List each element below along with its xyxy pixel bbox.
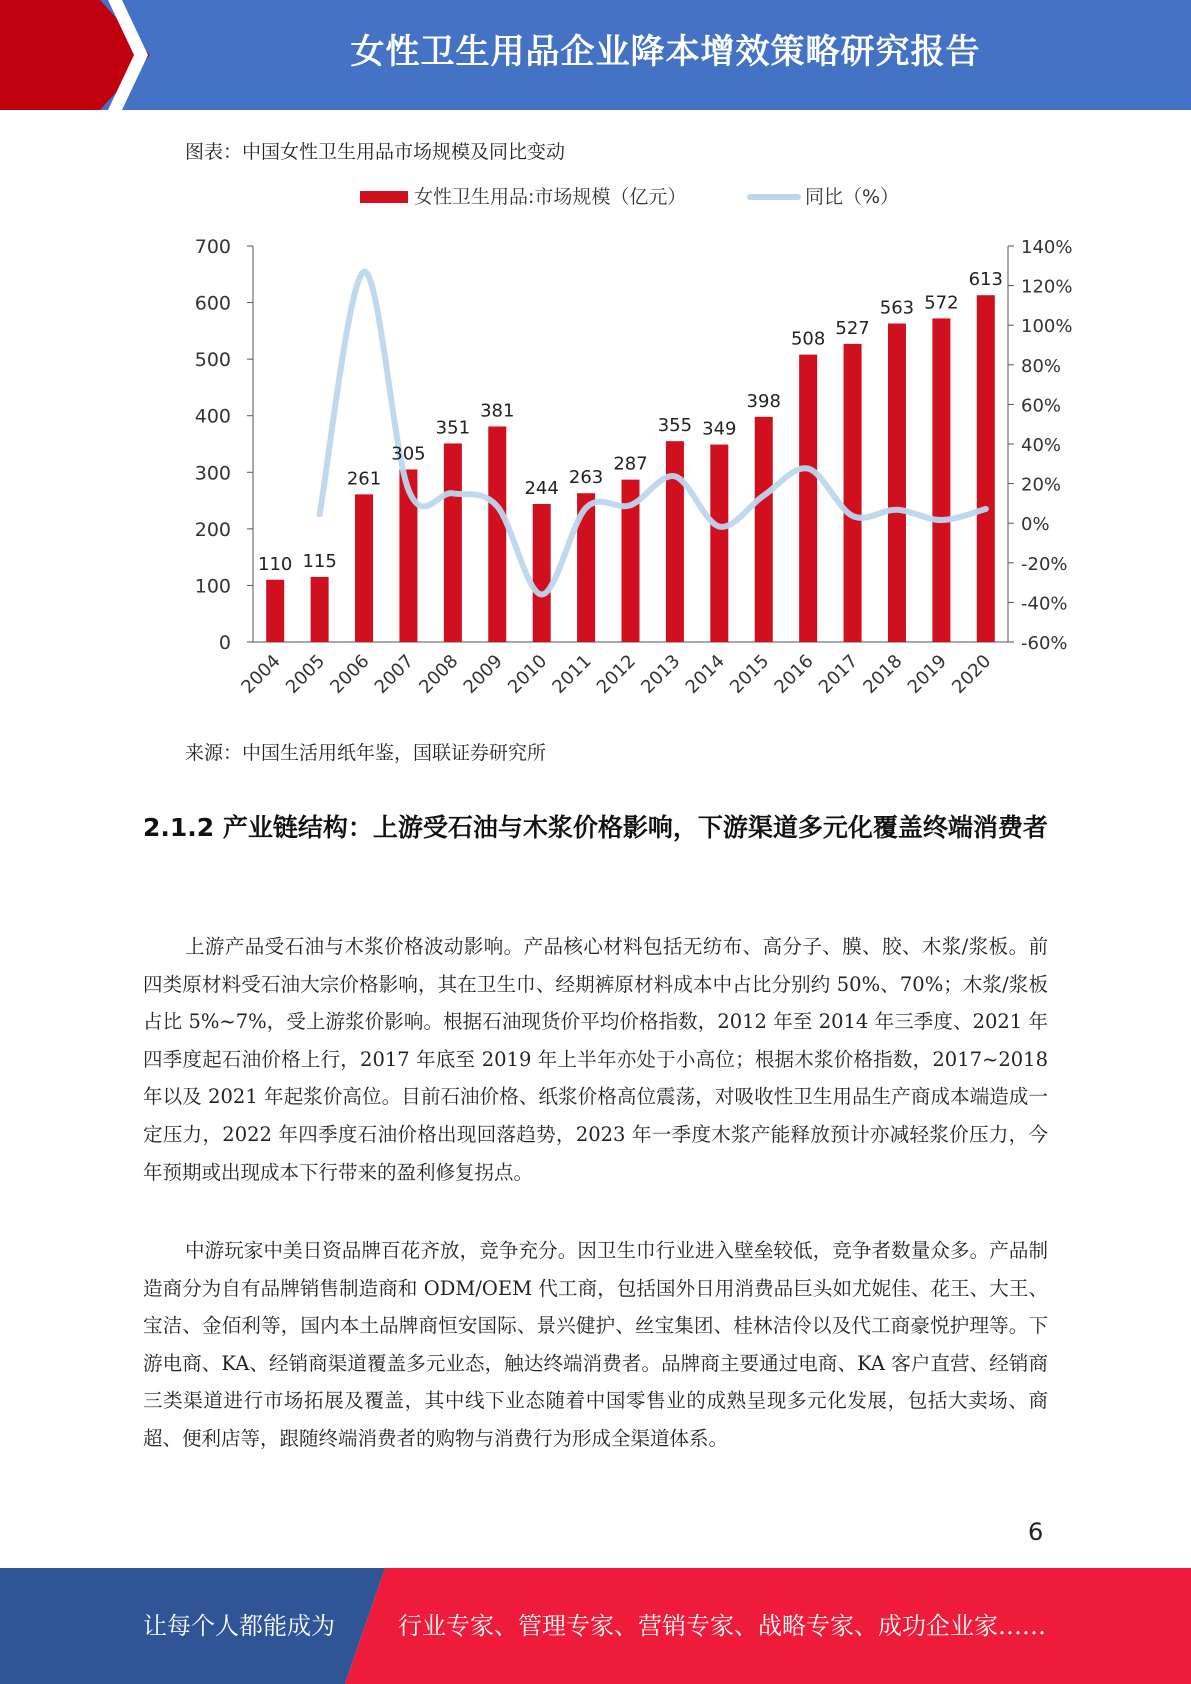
legend-label-yoy: 同比（%）: [805, 186, 900, 208]
x-tick-label: 2007: [370, 650, 418, 698]
legend-label-market-size: 女性卫生用品:市场规模（亿元）: [414, 186, 687, 208]
paragraph-upstream: 上游产品受石油与木浆价格波动影响。产品核心材料包括无纺布、高分子、膜、胶、木浆/浆板。前四类原材料受石油大宗价格影响，其在卫生巾、经期裤原材料成本中占比分别约 50%、70%；木浆/浆板占比 5%~7%，受上游浆价影响。根据石油现货价平均价格指数，2012 年至 2014 年三季度、2021 年四季度起石油价格上行，2017 年底至 2019 年上半年亦处于小高位；根据木浆价格指数，2017~2018 年以及 2021 年起浆价高位。目前石油价格、纸浆价格高位震荡，对吸收性卫生用品生产商成本端造成一定压力，2022 年四季度石油价格出现回落趋势，2023 年一季度木浆产能释放预计亦减轻浆价压力，今年预期或出现成本下行带来的盈利修复拐点。: [143, 935, 1048, 1184]
y-right-tick-label: 100%: [1021, 316, 1073, 338]
page-footer: [0, 1568, 1191, 1684]
x-tick-label: 2008: [415, 650, 463, 698]
y-right-tick-label: 20%: [1021, 474, 1062, 496]
y-right-tick-label: -40%: [1021, 593, 1068, 615]
report-title: 女性卫生用品企业降本增效策略研究报告: [350, 32, 981, 72]
chart-legend: [360, 186, 899, 208]
x-tick-label: 2017: [814, 650, 863, 698]
y-left-tick-label: 600: [194, 292, 231, 315]
bar: [533, 504, 551, 642]
x-tick-label: 2019: [903, 650, 951, 698]
bar: [799, 355, 817, 642]
bar-value-label: 572: [924, 292, 959, 314]
y-right-tick-label: 40%: [1021, 435, 1062, 456]
x-tick-label: 2015: [726, 650, 774, 698]
section-heading: 2.1.2 产业链结构：上游受石油与木浆价格影响，下游渠道多元化覆盖终端消费者: [143, 813, 1048, 842]
bar-value-label: 305: [391, 443, 426, 465]
y-left-tick-label: 200: [194, 518, 231, 541]
bar: [488, 426, 506, 642]
bar: [755, 417, 773, 642]
y-right-tick-label: 120%: [1021, 276, 1073, 298]
page-header: [0, 0, 1191, 110]
page-number: 6: [1028, 1518, 1044, 1546]
chart-yoy-line: [320, 272, 986, 595]
y-left-tick-label: 300: [194, 462, 231, 485]
x-tick-label: 2005: [281, 650, 330, 698]
bar-value-label: 398: [746, 390, 781, 412]
bar-value-label: 381: [480, 400, 515, 422]
x-tick-label: 2018: [859, 650, 907, 698]
footer-slogan-left: 让每个人都能成为: [143, 1612, 335, 1640]
y-left-tick-label: 700: [194, 236, 231, 258]
bar: [844, 344, 862, 642]
y-right-tick-label: -60%: [1021, 633, 1068, 654]
y-left-tick-label: 400: [194, 405, 231, 428]
y-left-tick-label: 0: [218, 632, 231, 654]
bar: [932, 318, 950, 642]
y-left-tick-label: 100: [194, 575, 231, 598]
bar-value-label: 355: [657, 415, 693, 437]
paragraph-midstream: 中游玩家中美日资品牌百花齐放，竞争充分。因卫生巾行业进入壁垒较低，竞争者数量众多。产品制造商分为自有品牌销售制造商和 ODM/OEM 代工商，包括国外日用消费品巨头如尤妮佳、花王、大王、宝洁、金佰利等，国内本土品牌商恒安国际、景兴健护、丝宝集团、桂林洁伶以及代工商豪悦护理等。下游电商、KA、经销商渠道覆盖多元业态，触达终端消费者。品牌商主要通过电商、KA 客户直营、经销商三类渠道进行市场拓展及覆盖，其中线下业态随着中国零售业的成熟呈现多元化发展，包括大卖场、商超、便利店等，跟随终端消费者的购物与消费行为形成全渠道体系。: [143, 1239, 1048, 1450]
bar: [444, 443, 462, 642]
bar-value-label: 563: [879, 297, 915, 319]
x-tick-label: 2020: [948, 650, 996, 698]
bar: [977, 295, 995, 642]
y-right-tick-label: -20%: [1021, 553, 1068, 575]
bar-value-label: 613: [968, 269, 1003, 291]
y-right-tick-label: 0%: [1021, 514, 1050, 536]
x-tick-label: 2013: [637, 650, 685, 698]
y-right-tick-label: 140%: [1021, 237, 1073, 258]
bar: [710, 445, 728, 642]
x-tick-label: 2014: [681, 650, 729, 698]
x-tick-label: 2009: [459, 650, 507, 698]
x-tick-label: 2012: [592, 650, 641, 698]
x-tick-label: 2010: [503, 650, 552, 698]
bar-value-label: 351: [435, 417, 471, 439]
bar-value-label: 508: [790, 328, 826, 350]
bar-value-label: 110: [258, 553, 293, 575]
bar: [266, 580, 284, 642]
bar: [355, 494, 373, 642]
y-left-tick-label: 500: [194, 349, 231, 372]
bar: [311, 577, 329, 642]
x-tick-label: 2011: [548, 650, 596, 698]
bar: [888, 324, 906, 642]
market-size-chart: [170, 178, 1090, 718]
x-tick-label: 2016: [770, 650, 818, 698]
bar-value-label: 527: [835, 317, 870, 339]
x-tick-label: 2004: [237, 650, 285, 698]
footer-slogan-right: 行业专家、管理专家、营销专家、战略专家、成功企业家……: [398, 1612, 1046, 1640]
legend-swatch-market-size: [360, 191, 408, 203]
x-tick-label: 2006: [326, 650, 374, 698]
bar-value-label: 261: [346, 468, 382, 490]
bar-value-label: 263: [568, 467, 604, 489]
yoy-line-path: [320, 272, 986, 595]
figure-source: 来源：中国生活用纸年鉴，国联证券研究所: [185, 742, 547, 764]
y-right-tick-label: 80%: [1021, 355, 1062, 377]
y-right-tick-label: 60%: [1021, 395, 1062, 417]
bar: [666, 441, 684, 642]
bar-value-label: 349: [702, 418, 737, 440]
figure-caption: 图表：中国女性卫生用品市场规模及同比变动: [185, 141, 566, 163]
bar-value-label: 287: [613, 453, 648, 475]
bar-value-label: 244: [524, 477, 559, 499]
bar-value-label: 115: [302, 550, 337, 572]
